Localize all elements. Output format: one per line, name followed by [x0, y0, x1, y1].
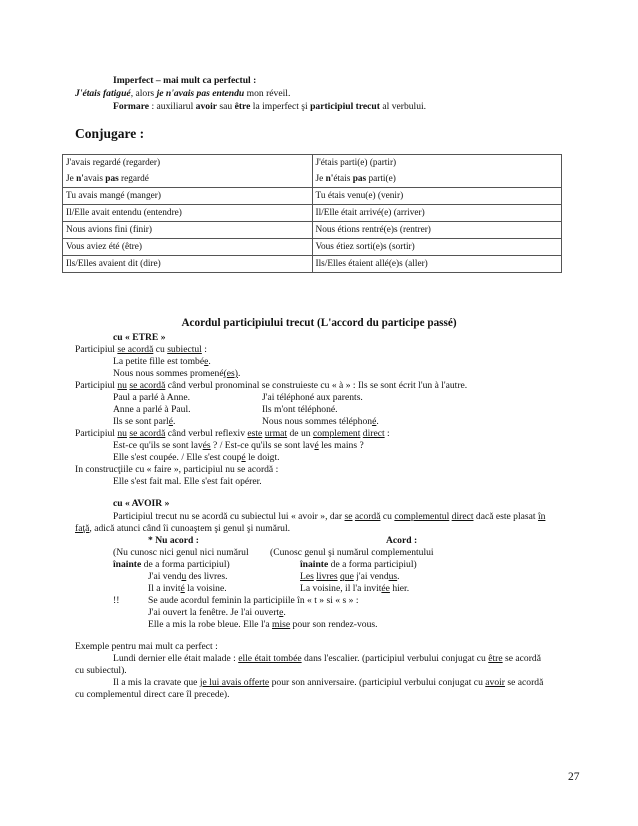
- no-agreement-label: * Nu acord :: [148, 535, 199, 546]
- agreement-heading: Acordul participiului trecut (L'accord du participe passé): [181, 317, 457, 329]
- compare-line: înainte de a forma participiul): [300, 559, 417, 570]
- example-line: Elle s'est fait mal. Elle s'est fait opérer.: [113, 476, 262, 487]
- example-line: J'ai téléphoné aux parents.: [262, 392, 363, 403]
- example-line: Ils m'ont téléphoné.: [262, 404, 338, 415]
- example-line: cu subiectul).: [75, 665, 127, 676]
- table-cell: Vous étiez sorti(e)s (sortir): [312, 239, 562, 256]
- avoir-heading: cu « AVOIR »: [113, 498, 170, 509]
- rule-line: Participiul nu se acordă când verbul pronominal se construieste cu « à » : Ils se sont écrit l'un à l'autre.: [75, 380, 468, 391]
- table-row: [63, 188, 562, 205]
- example-line: Est-ce qu'ils se sont lavés ? / Est-ce qu'ils se sont lavé les mains ?: [113, 440, 364, 451]
- example-line: Anne a parlé à Paul.: [113, 404, 191, 415]
- table-cell: Ils/Elles étaient allé(e)s (aller): [312, 256, 562, 273]
- table-row: [63, 205, 562, 222]
- table-cell: Nous avions fini (finir): [63, 222, 313, 239]
- intro-title: Imperfect – mai mult ca perfectul :: [113, 75, 257, 86]
- intro-example: J'étais fatigué, alors je n'avais pas entendu mon réveil.: [75, 88, 291, 99]
- example-line: Il a mis la cravate que je lui avais offerte pour son anniversaire. (participiul verbului conjugat cu avoir se acordă: [113, 677, 544, 688]
- compare-line: J'ai vendu des livres.: [148, 571, 228, 582]
- negative-example-right: Je n'étais pas parti(e): [315, 174, 396, 184]
- table-cell: Nous étions rentré(e)s (rentrer): [312, 222, 562, 239]
- attention-mark: !!: [113, 595, 120, 606]
- rule-line: Participiul trecut nu se acordă cu subiectul lui « avoir », dar se acordă cu complementul direct dacă este plasat în: [113, 511, 546, 522]
- agreement-label: Acord :: [386, 535, 418, 546]
- conjugation-table: [62, 154, 562, 273]
- example-line: La petite fille est tombée.: [113, 356, 211, 367]
- example-line: cu complementul direct care îl precede).: [75, 689, 230, 700]
- table-cell: Tu étais venu(e) (venir): [312, 188, 562, 205]
- table-row: [63, 239, 562, 256]
- example-line: Paul a parlé à Anne.: [113, 392, 190, 403]
- table-cell: Il/Elle avait entendu (entendre): [63, 205, 313, 222]
- compare-line: Les livres que j'ai vendus.: [300, 571, 400, 582]
- table-row: [63, 256, 562, 273]
- example-line: Ils se sont parlé.: [113, 416, 176, 427]
- table-cell: Vous aviez été (être): [63, 239, 313, 256]
- rule-line: Se aude acordul feminin la participiile în « t » si « s » :: [148, 595, 359, 606]
- etre-heading: cu « ETRE »: [113, 332, 166, 343]
- negative-example-left: Je n'avais pas regardé: [66, 174, 149, 184]
- rule-line: In construcţiile cu « faire », participiul nu se acordă :: [75, 464, 279, 475]
- rule-line: faţă, adică atunci când îi cunoaştem şi genul şi numărul.: [75, 523, 291, 534]
- table-row: [63, 155, 562, 188]
- page-number: 27: [568, 771, 580, 783]
- table-cell: J'avais regardé (regarder) Je n'avais pas regardé: [63, 155, 313, 188]
- table-cell: J'étais parti(e) (partir) Je n'étais pas parti(e): [312, 155, 562, 188]
- example-line: J'ai ouvert la fenêtre. Je l'ai ouverte.: [148, 607, 286, 618]
- rule-line: Participiul se acordă cu subiectul :: [75, 344, 207, 355]
- compare-line: Il a invité la voisine.: [148, 583, 227, 594]
- example-line: Elle a mis la robe bleue. Elle l'a mise pour son rendez-vous.: [148, 619, 378, 630]
- table-cell: Il/Elle était arrivé(e) (arriver): [312, 205, 562, 222]
- example-line: Nous nous sommes téléphoné.: [262, 416, 379, 427]
- compare-line: (Cunosc genul şi numărul complementului: [270, 547, 434, 558]
- example-line: Elle s'est coupée. / Elle s'est coupé le doigt.: [113, 452, 280, 463]
- table-row: [63, 222, 562, 239]
- compare-line: înainte de a forma participiul): [113, 559, 230, 570]
- table-cell: Ils/Elles avaient dit (dire): [63, 256, 313, 273]
- pluperfect-heading: Exemple pentru mai mult ca perfect :: [75, 641, 218, 652]
- compare-line: La voisine, il l'a invitée hier.: [300, 583, 410, 594]
- compare-line: (Nu cunosc nici genul nici numărul: [113, 547, 249, 558]
- example-line: Lundi dernier elle était malade : elle était tombée dans l'escalier. (participiul verbului conjugat cu être se acordă: [113, 653, 541, 664]
- rule-line: Participiul nu se acordă când verbul reflexiv este urmat de un complement direct :: [75, 428, 390, 439]
- table-cell: Tu avais mangé (manger): [63, 188, 313, 205]
- conjugation-heading: Conjugare :: [75, 126, 145, 141]
- intro-form: Formare : auxiliarul avoir sau être la imperfect şi participiul trecut al verbului.: [113, 101, 427, 112]
- example-line: Nous nous sommes promené(es).: [113, 368, 241, 379]
